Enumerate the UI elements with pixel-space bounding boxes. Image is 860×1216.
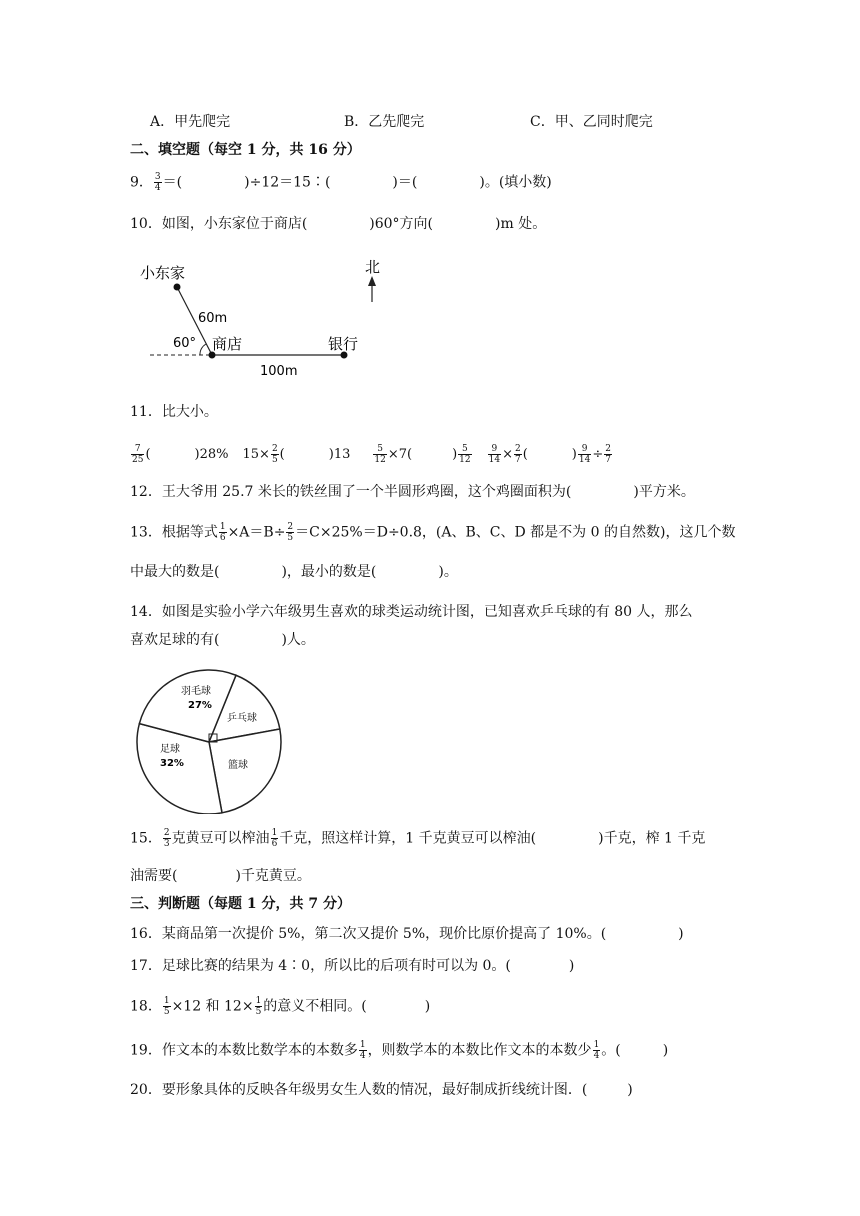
fraction	[514, 444, 522, 465]
section-2-title: 二、填空题（每空 1 分，共 16 分）	[130, 142, 361, 158]
denominator: 3	[163, 839, 170, 849]
q15-text: )千克，榨 1 千克	[598, 830, 706, 847]
numerator: 2	[605, 444, 611, 454]
fraction	[578, 444, 591, 465]
numerator: 2	[163, 828, 170, 838]
slice-label-pingpong: 乒乓球	[227, 713, 257, 724]
q19-text: 19．作文本的本数比数学本的本数多	[130, 1042, 358, 1059]
denominator: 5	[255, 1007, 262, 1017]
slice-label-badminton: 羽毛球	[181, 686, 211, 697]
q13-text: ×A＝B÷	[227, 524, 286, 541]
q17-text: )	[568, 958, 575, 974]
fraction	[458, 444, 471, 465]
numerator: 2	[287, 522, 294, 532]
q13-text: )。	[438, 564, 458, 580]
question-10	[130, 214, 546, 234]
q13-text: 中最大的数是(	[130, 564, 220, 580]
numerator: 1	[593, 1040, 600, 1050]
q17-text: 17．足球比赛的结果为 4∶0，所以比的后项有时可以为 0。(	[130, 958, 511, 974]
q9-text: )。(填小数)	[479, 174, 552, 191]
q19-text: 。(	[601, 1042, 621, 1059]
q18-text: )	[424, 998, 431, 1015]
q8-option-a: A．甲先爬完	[150, 114, 231, 130]
q9-text: )÷12＝15∶(	[244, 174, 331, 191]
q8-option-c: C．甲、乙同时爬完	[530, 114, 653, 130]
text: ÷	[592, 447, 604, 462]
q10-direction-figure	[130, 250, 390, 385]
denominator: 4	[154, 183, 161, 193]
north-arrowhead-icon	[368, 276, 376, 286]
q12-text: 12．王大爷用 25.7 米长的铁丝围了一个半圆形鸡圈，这个鸡圈面积为(	[130, 484, 572, 500]
q15-text: )千克黄豆。	[235, 868, 311, 884]
text: ×7(	[387, 447, 413, 462]
numerator: 3	[154, 172, 161, 182]
fraction	[359, 1040, 367, 1061]
q18-text: ×12 和 12×	[171, 998, 254, 1015]
text: ×	[502, 447, 513, 462]
q10-text: )m 处。	[495, 216, 547, 232]
q9-fraction	[154, 172, 162, 193]
shop-label: 商店	[212, 335, 243, 353]
q18-text: 的意义不相同。(	[263, 998, 367, 1015]
q13-text: )，最小的数是(	[281, 564, 377, 580]
numerator: 5	[373, 444, 386, 455]
q15-text: 油需要(	[130, 868, 178, 884]
fraction	[255, 996, 263, 1017]
denominator: 5	[271, 455, 278, 465]
q20-text: 20．要形象具体的反映各年级男女生人数的情况，最好制成折线统计图．(	[130, 1082, 588, 1098]
text: )13	[328, 447, 351, 462]
angle-label: 60°	[173, 336, 197, 351]
fraction	[373, 444, 386, 465]
numerator: 1	[255, 996, 262, 1006]
text: )	[571, 447, 577, 462]
question-12	[130, 482, 695, 502]
denominator: 25	[132, 455, 144, 465]
fraction	[163, 828, 171, 849]
q13-text: 13．根据等式	[130, 524, 218, 541]
fraction	[219, 522, 227, 543]
q12-text: )平方米。	[633, 484, 695, 500]
numerator: 7	[131, 444, 144, 455]
numerator: 1	[219, 522, 226, 532]
question-19	[130, 1040, 668, 1061]
text: )	[452, 447, 458, 462]
question-11-comparisons	[130, 444, 613, 465]
fraction	[593, 1040, 601, 1061]
denominator: 4	[593, 1051, 600, 1061]
numerator: 1	[359, 1040, 366, 1050]
question-15-line-1	[130, 828, 705, 849]
text: (	[522, 447, 528, 462]
q19-text: )	[662, 1042, 669, 1059]
fraction	[163, 996, 171, 1017]
denominator: 5	[163, 1007, 170, 1017]
question-9	[130, 172, 552, 193]
question-13-line-1	[130, 522, 735, 543]
q9-number: 9．	[130, 174, 153, 191]
q16-text: )	[678, 926, 684, 942]
q15-number: 15．	[130, 830, 162, 847]
question-16	[130, 924, 684, 944]
denominator: 6	[271, 839, 278, 849]
denominator: 5	[287, 533, 294, 543]
question-14-line-1: 14．如图是实验小学六年级男生喜欢的球类运动统计图，已知喜欢乒乓球的有 80 人，那么	[130, 604, 693, 620]
denominator: 7	[514, 455, 521, 465]
question-14-line-2	[130, 630, 315, 650]
q14-text: )人。	[281, 632, 315, 648]
question-17	[130, 956, 574, 976]
fraction	[604, 444, 612, 465]
numerator: 1	[163, 996, 170, 1006]
q9-text: ＝(	[162, 174, 183, 191]
fraction	[131, 444, 144, 465]
numerator: 2	[271, 444, 278, 454]
numerator: 5	[458, 444, 471, 455]
question-13-line-2	[130, 562, 458, 582]
slice-pct-badminton: 27%	[188, 700, 212, 711]
fraction	[286, 522, 294, 543]
q19-text: ，则数学本的本数比作文本的本数少	[367, 1042, 592, 1059]
denominator: 6	[219, 533, 226, 543]
numerator: 9	[488, 444, 501, 455]
denominator: 4	[359, 1051, 366, 1061]
north-label: 北	[365, 258, 381, 276]
fraction	[271, 444, 279, 465]
q10-text: )60°方向(	[369, 216, 434, 232]
q15-text: 克黄豆可以榨油	[171, 830, 270, 847]
denominator: 12	[374, 455, 386, 465]
numerator: 2	[514, 444, 521, 454]
angle-arc	[200, 344, 206, 355]
text: )28%	[194, 447, 229, 462]
text: (	[279, 447, 285, 462]
fraction	[488, 444, 501, 465]
q18-number: 18．	[130, 998, 162, 1015]
q9-text: )＝(	[392, 174, 418, 191]
q8-option-b: B．乙先爬完	[344, 114, 425, 130]
q13-text: ＝C×25%＝D÷0.8，(A、B、C、D 都是不为 0 的自然数)，这几个数	[295, 524, 736, 541]
q14-text: 喜欢足球的有(	[130, 632, 220, 648]
q10-text: 10．如图，小东家位于商店(	[130, 216, 308, 232]
slice-label-basketball: 篮球	[228, 760, 248, 771]
q14-pie-chart	[130, 664, 290, 814]
text: (	[145, 447, 151, 462]
question-18	[130, 996, 430, 1017]
denominator: 12	[459, 455, 471, 465]
question-15-line-2	[130, 866, 311, 886]
q20-text: )	[627, 1082, 633, 1098]
denominator: 7	[605, 455, 611, 465]
q15-text: 千克，照这样计算，1 千克黄豆可以榨油(	[279, 830, 537, 847]
numerator: 1	[271, 828, 278, 838]
numerator: 9	[578, 444, 591, 455]
text: 15×	[242, 447, 270, 462]
slice-pct-football: 32%	[160, 758, 184, 769]
fraction	[271, 828, 279, 849]
slice-label-football: 足球	[160, 744, 180, 755]
distance-100m-label: 100m	[260, 364, 298, 379]
question-20	[130, 1080, 633, 1100]
section-3-title: 三、判断题（每题 1 分，共 7 分）	[130, 896, 351, 912]
distance-60m-label: 60m	[198, 311, 228, 326]
denominator: 14	[488, 455, 501, 465]
home-point	[174, 284, 181, 291]
q16-text: 16．某商品第一次提价 5%，第二次又提价 5%，现价比原价提高了 10%。(	[130, 926, 607, 942]
home-label: 小东家	[140, 264, 186, 282]
denominator: 14	[578, 455, 591, 465]
question-11-title: 11．比大小。	[130, 404, 218, 420]
bank-label: 银行	[328, 335, 359, 353]
